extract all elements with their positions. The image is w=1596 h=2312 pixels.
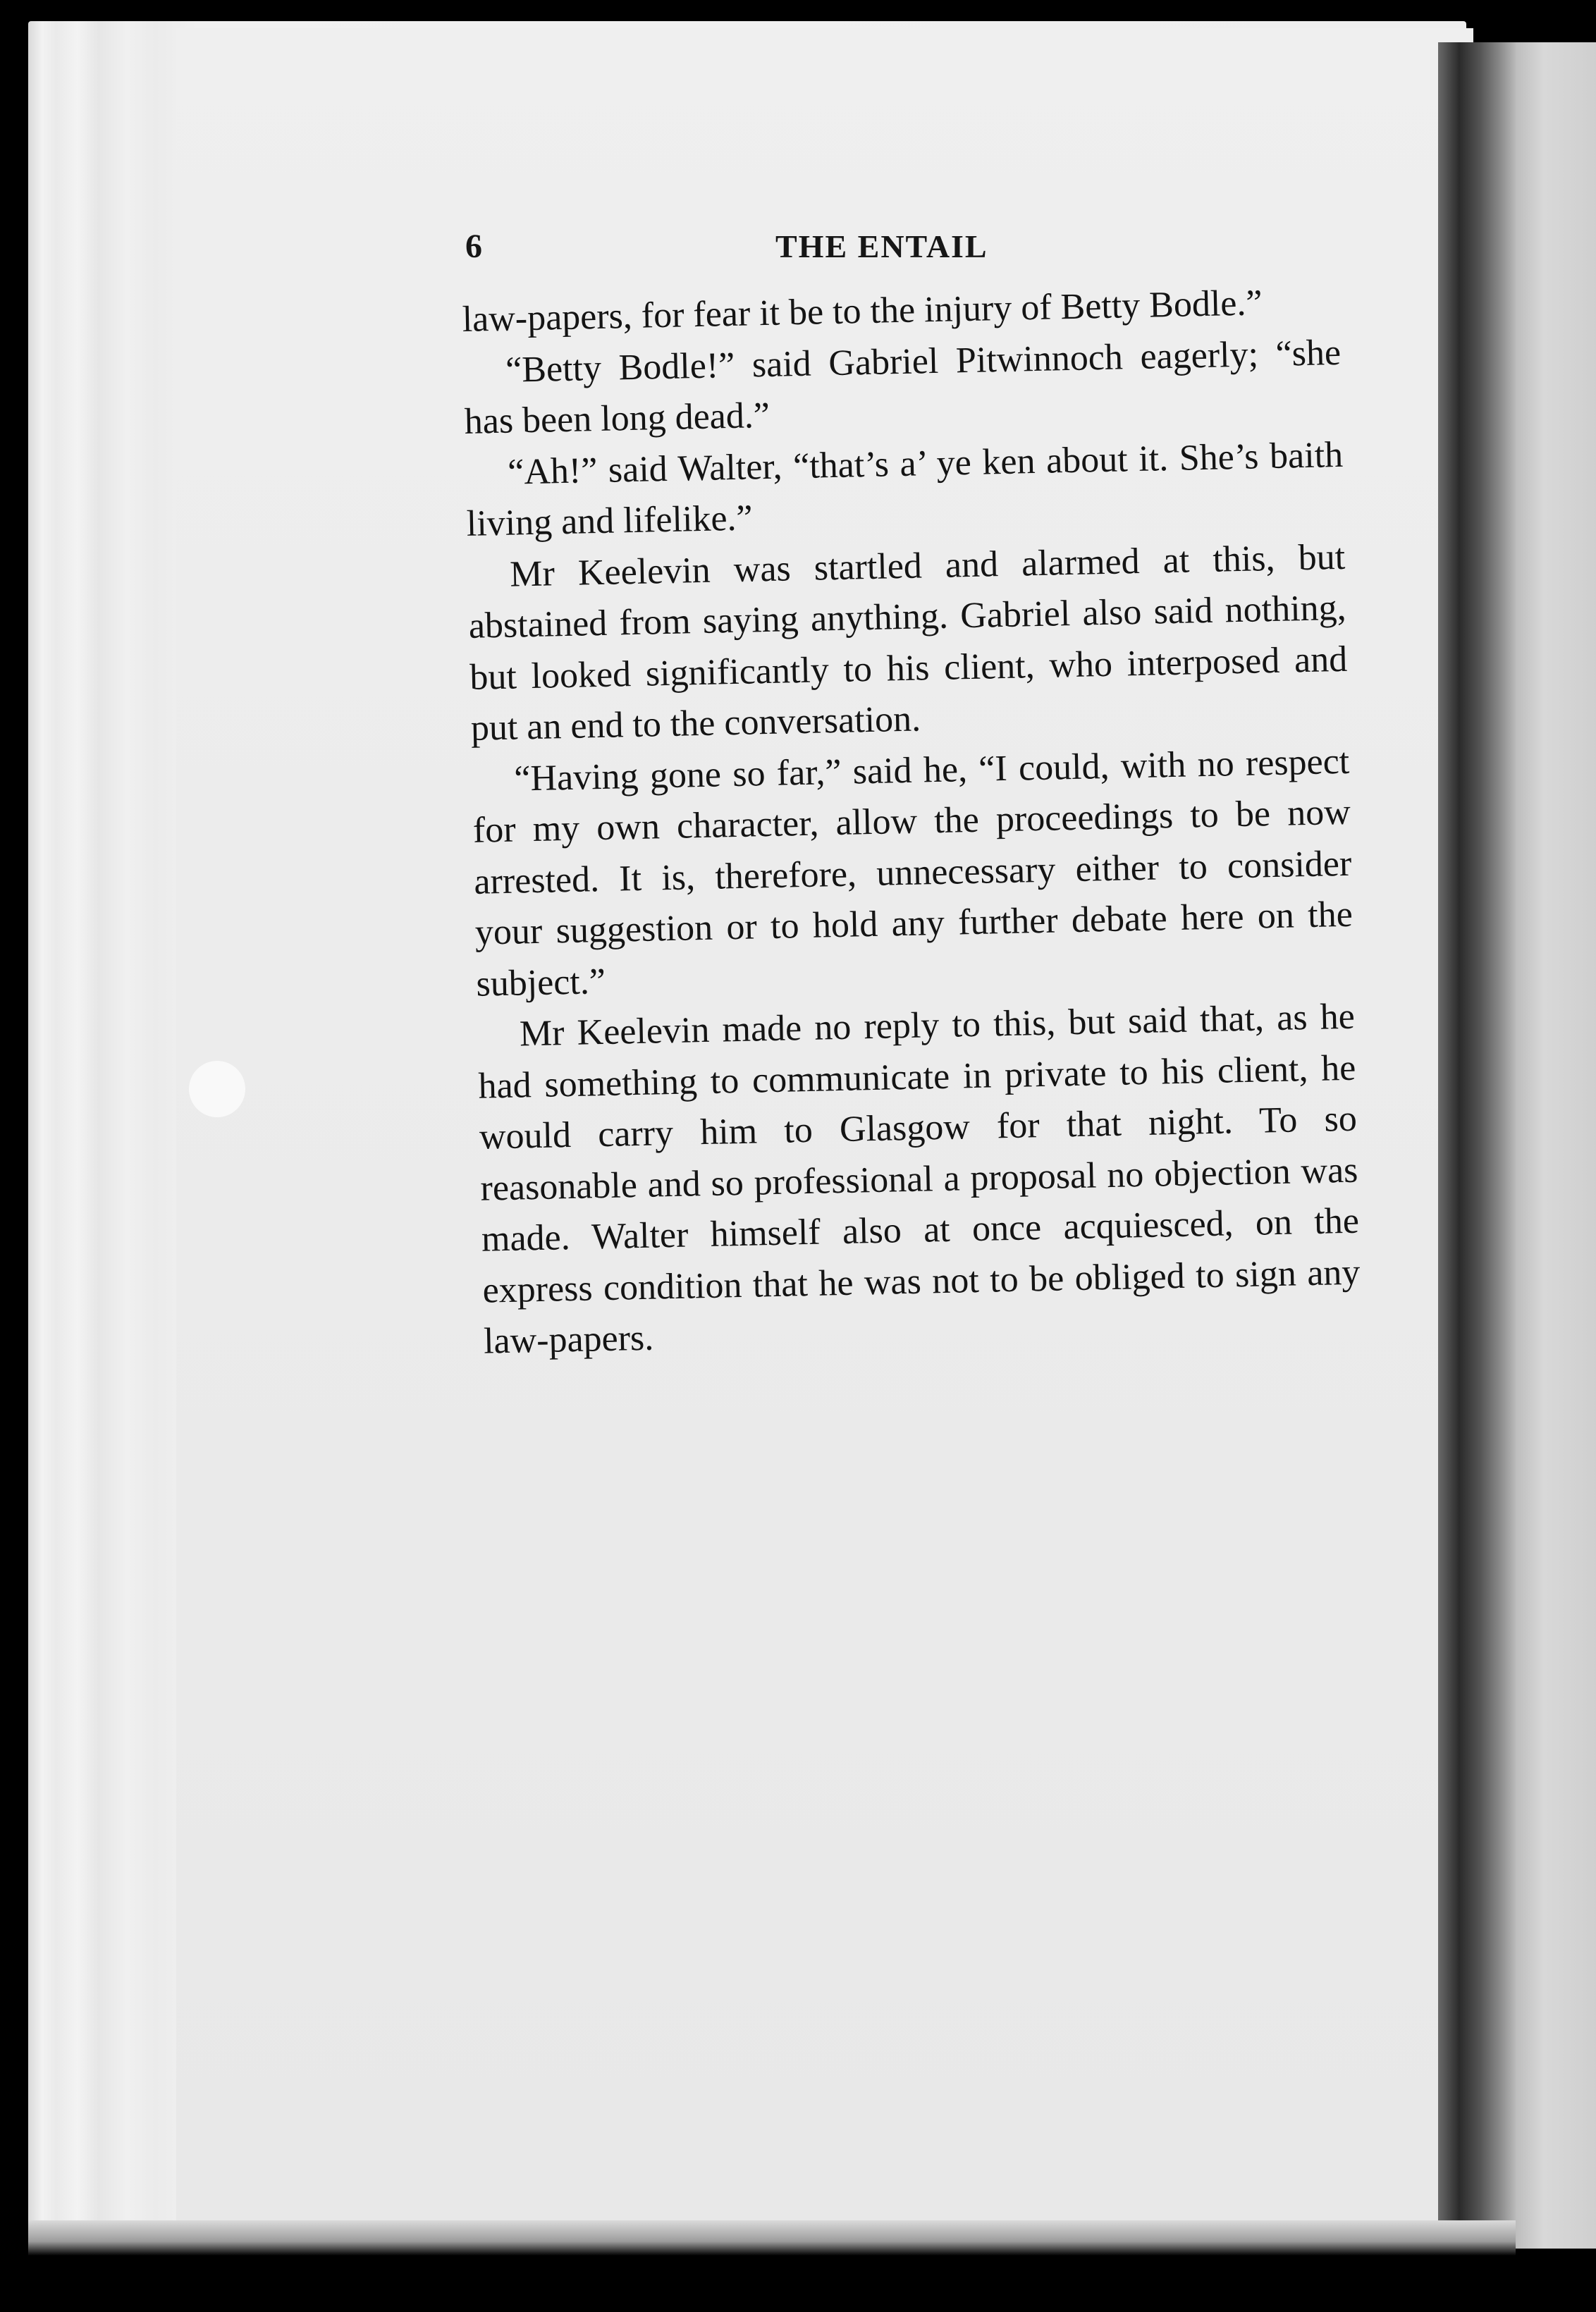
running-head: THE ENTAIL (775, 228, 988, 264)
facing-page-edge (1516, 42, 1596, 2249)
light-spot (189, 1061, 245, 1117)
paragraph: Mr Keelevin made no reply to this, but said that, as he had something to communicate in private to his client, he would carry him to Glasgow for that night. To so reasonable and so professional a proposal no objection was made. Walter himself also at once acquiesced, on the express condition that he was not to be obliged to sign any law-papers. (477, 996, 1361, 1362)
page-header (465, 222, 1339, 278)
page-bottom-edge (28, 2220, 1516, 2256)
paragraph: law-papers, for fear it be to the injury of Betty Bodle.” (462, 283, 1263, 340)
body-text (462, 276, 1362, 1367)
paragraph: “Having gone so far,” said he, “I could, with no respect for my own character, allow the proceedings to be now arrested. It is, therefore, unnecessary either to consider your suggestion or to hold any further debate here on the subject.” (472, 741, 1353, 1004)
gutter-shadow (1438, 42, 1516, 2249)
paragraph: “Betty Bodle!” said Gabriel Pitwinnoch eagerly; “she has been long dead.” (464, 332, 1342, 442)
page-number: 6 (465, 228, 482, 265)
paragraph: Mr Keelevin was startled and alarmed at this, but abstained from saying anything. Gabriel also said nothing, but looked significantly to his client, who interposed and put an end to the conversation. (468, 536, 1348, 749)
paragraph: “Ah!” said Walter, “that’s a’ ye ken about it. She’s baith living and lifelike.” (466, 434, 1344, 544)
